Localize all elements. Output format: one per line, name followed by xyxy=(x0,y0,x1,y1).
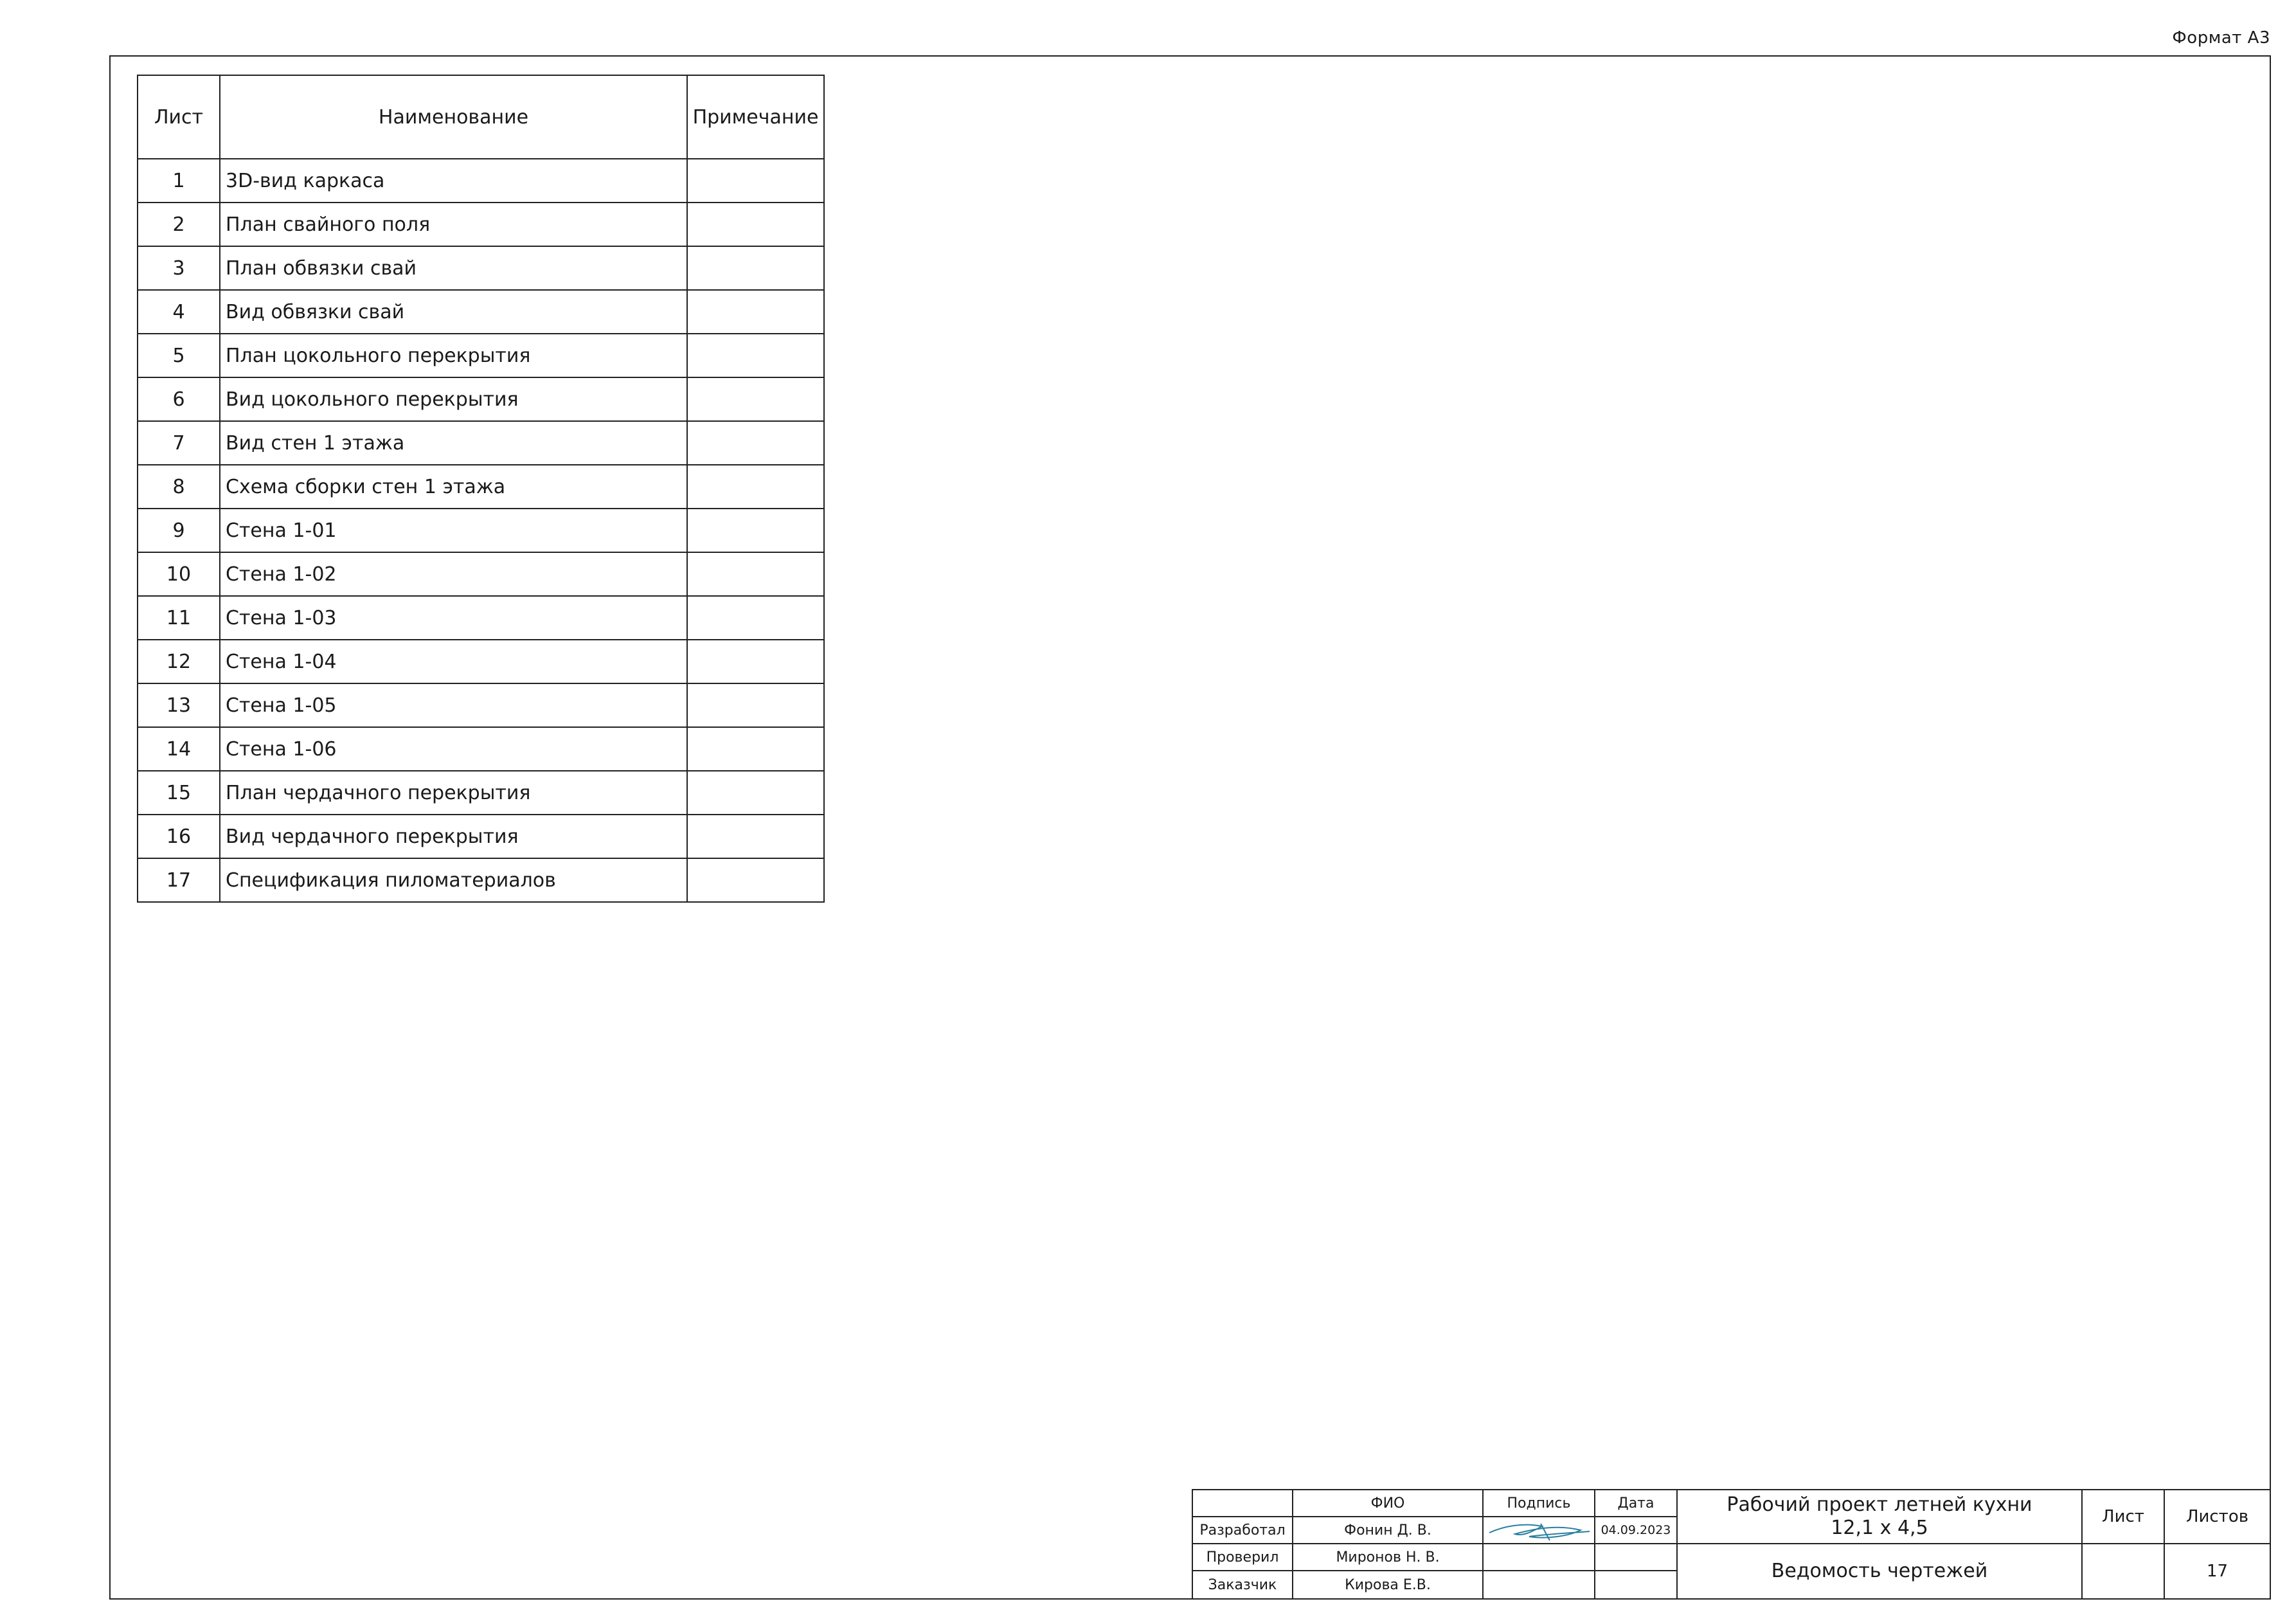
stamp-signature xyxy=(1482,1516,1595,1544)
stamp-sheet-title: Ведомость чертежей xyxy=(1676,1543,2083,1600)
stamp-customer-date xyxy=(1594,1570,1678,1600)
sheet-number-cell: 10 xyxy=(138,552,220,596)
sheet-number-cell: 5 xyxy=(138,334,220,377)
sheet-note-cell xyxy=(687,596,824,640)
stamp-signature-header: Подпись xyxy=(1482,1489,1595,1517)
table-row xyxy=(138,683,824,727)
table-row xyxy=(138,552,824,596)
sheet-number-cell: 17 xyxy=(138,858,220,902)
stamp-customer-signature xyxy=(1482,1570,1595,1600)
sheet-note-cell xyxy=(687,640,824,683)
table-row xyxy=(138,727,824,771)
sheet-note-cell xyxy=(687,377,824,421)
handwritten-signature xyxy=(1484,1517,1593,1543)
sheet-name-cell: Спецификация пиломатериалов xyxy=(220,858,687,902)
sheet-name-cell: План обвязки свай xyxy=(220,246,687,290)
sheet-note-cell xyxy=(687,290,824,334)
sheet-name-cell: Стена 1-05 xyxy=(220,683,687,727)
stamp-project-title xyxy=(1676,1489,2083,1544)
project-title-line1: Рабочий проект летней кухни xyxy=(1726,1493,2032,1516)
stamp-date-header: Дата xyxy=(1594,1489,1678,1517)
sheet-number-cell: 9 xyxy=(138,509,220,552)
sheet-note-cell xyxy=(687,771,824,815)
title-block xyxy=(1192,1489,2271,1600)
sheet-note-cell xyxy=(687,683,824,727)
sheet-note-cell xyxy=(687,727,824,771)
sheet-number-cell: 15 xyxy=(138,771,220,815)
sheet-note-cell xyxy=(687,159,824,203)
header-name: Наименование xyxy=(220,75,687,159)
sheet-note-cell xyxy=(687,421,824,465)
sheet-name-cell: Схема сборки стен 1 этажа xyxy=(220,465,687,509)
sheet-number-cell: 12 xyxy=(138,640,220,683)
sheet-number-cell: 4 xyxy=(138,290,220,334)
sheet-name-cell: Вид чердачного перекрытия xyxy=(220,815,687,858)
stamp-empty-header xyxy=(1192,1489,1293,1517)
stamp-checked-label: Проверил xyxy=(1192,1543,1293,1571)
sheet-note-cell xyxy=(687,509,824,552)
stamp-sheets-value: 17 xyxy=(2164,1543,2271,1600)
stamp-checked-date xyxy=(1594,1543,1678,1571)
stamp-sheet-label: Лист xyxy=(2081,1489,2165,1544)
table-row xyxy=(138,290,824,334)
sheet-number-cell: 1 xyxy=(138,159,220,203)
sheet-number-cell: 11 xyxy=(138,596,220,640)
sheet-note-cell xyxy=(687,334,824,377)
sheet-name-cell: Стена 1-03 xyxy=(220,596,687,640)
table-row xyxy=(138,159,824,203)
table-row xyxy=(138,640,824,683)
table-row xyxy=(138,377,824,421)
sheet-name-cell: Стена 1-04 xyxy=(220,640,687,683)
table-row xyxy=(138,246,824,290)
table-row xyxy=(138,771,824,815)
sheet-name-cell: Вид цокольного перекрытия xyxy=(220,377,687,421)
sheet-name-cell: План чердачного перекрытия xyxy=(220,771,687,815)
sheet-name-cell: План цокольного перекрытия xyxy=(220,334,687,377)
table-row xyxy=(138,509,824,552)
sheet-number-cell: 7 xyxy=(138,421,220,465)
sheet-number-cell: 16 xyxy=(138,815,220,858)
stamp-customer-name: Кирова Е.В. xyxy=(1292,1570,1484,1600)
sheet-name-cell: Вид стен 1 этажа xyxy=(220,421,687,465)
table-row xyxy=(138,465,824,509)
stamp-developed-name: Фонин Д. В. xyxy=(1292,1516,1484,1544)
table-row xyxy=(138,596,824,640)
sheet-number-cell: 3 xyxy=(138,246,220,290)
header-sheet-number: Лист xyxy=(138,75,220,159)
table-row xyxy=(138,858,824,902)
format-label: Формат А3 xyxy=(2172,28,2270,48)
table-header-row xyxy=(138,75,824,159)
sheet-note-cell xyxy=(687,552,824,596)
sheet-note-cell xyxy=(687,465,824,509)
sheet-number-cell: 6 xyxy=(138,377,220,421)
sheet-note-cell xyxy=(687,815,824,858)
sheet-name-cell: План свайного поля xyxy=(220,203,687,246)
stamp-checked-name: Миронов Н. В. xyxy=(1292,1543,1484,1571)
stamp-fio-header: ФИО xyxy=(1292,1489,1484,1517)
sheet-name-cell: Стена 1-02 xyxy=(220,552,687,596)
sheet-note-cell xyxy=(687,246,824,290)
table-row xyxy=(138,815,824,858)
sheet-name-cell: Стена 1-01 xyxy=(220,509,687,552)
stamp-sheets-label: Листов xyxy=(2164,1489,2271,1544)
header-note: Примечание xyxy=(687,75,824,159)
table-row xyxy=(138,334,824,377)
stamp-developed-label: Разработал xyxy=(1192,1516,1293,1544)
sheet-number-cell: 13 xyxy=(138,683,220,727)
drawings-list-table xyxy=(137,75,825,903)
project-title-line2: 12,1 х 4,5 xyxy=(1831,1517,1928,1539)
sheet-note-cell xyxy=(687,203,824,246)
sheet-number-cell: 8 xyxy=(138,465,220,509)
sheet-name-cell: Стена 1-06 xyxy=(220,727,687,771)
table-row xyxy=(138,203,824,246)
table-row xyxy=(138,421,824,465)
stamp-developed-date: 04.09.2023 xyxy=(1594,1516,1678,1544)
sheet-number-cell: 2 xyxy=(138,203,220,246)
sheet-name-cell: 3D-вид каркаса xyxy=(220,159,687,203)
stamp-sheet-value xyxy=(2081,1543,2165,1600)
stamp-customer-label: Заказчик xyxy=(1192,1570,1293,1600)
sheet-number-cell: 14 xyxy=(138,727,220,771)
sheet-name-cell: Вид обвязки свай xyxy=(220,290,687,334)
stamp-checked-signature xyxy=(1482,1543,1595,1571)
sheet-note-cell xyxy=(687,858,824,902)
